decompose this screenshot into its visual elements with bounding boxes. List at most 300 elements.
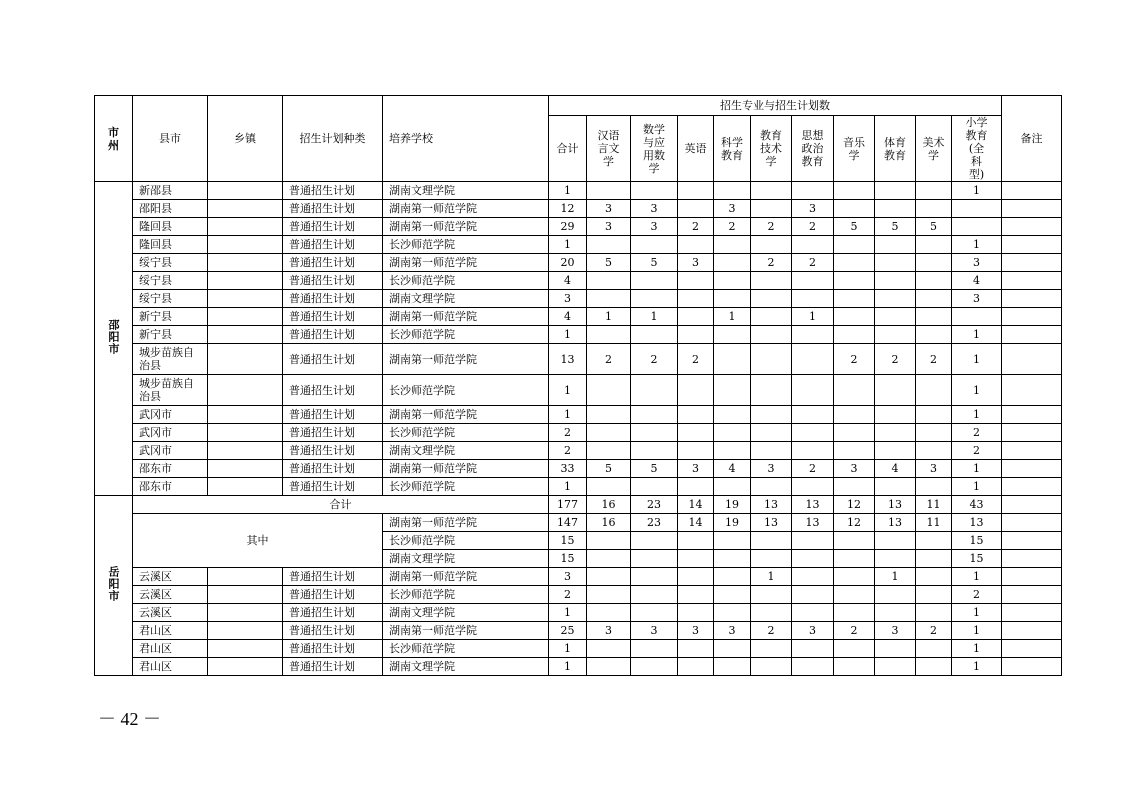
value-cell: [678, 290, 714, 308]
value-cell: 14: [678, 514, 714, 532]
value-cell: 2: [952, 586, 1002, 604]
value-cell: [631, 326, 678, 344]
value-cell: [834, 424, 875, 442]
value-cell: [916, 200, 952, 218]
breakdown-label: 其中: [133, 514, 383, 568]
town-cell: [208, 442, 283, 460]
remark-cell: [1002, 344, 1062, 375]
value-cell: 1: [952, 344, 1002, 375]
value-cell: [792, 550, 834, 568]
value-cell: 3: [631, 622, 678, 640]
value-cell: [631, 442, 678, 460]
value-cell: [678, 272, 714, 290]
plan-type-cell: 普通招生计划: [283, 182, 383, 200]
value-cell: [631, 586, 678, 604]
value-cell: [714, 344, 751, 375]
enrollment-plan-table: [94, 95, 1062, 676]
value-cell: [678, 200, 714, 218]
value-cell: 13: [751, 496, 792, 514]
value-cell: 1: [875, 568, 916, 586]
value-cell: 3: [549, 290, 587, 308]
county-cell: 云溪区: [133, 568, 208, 586]
value-cell: [631, 640, 678, 658]
value-cell: 1: [549, 658, 587, 676]
plan-type-cell: 普通招生计划: [283, 375, 383, 406]
county-cell: 邵东市: [133, 478, 208, 496]
value-cell: [792, 604, 834, 622]
value-cell: 1: [549, 236, 587, 254]
school-cell: 湖南文理学院: [383, 290, 549, 308]
value-cell: 15: [952, 532, 1002, 550]
value-cell: 1: [952, 236, 1002, 254]
value-cell: 13: [792, 514, 834, 532]
county-cell: 新邵县: [133, 182, 208, 200]
value-cell: 5: [631, 254, 678, 272]
value-cell: [916, 236, 952, 254]
county-cell: 武冈市: [133, 406, 208, 424]
value-cell: [834, 568, 875, 586]
value-cell: 1: [549, 182, 587, 200]
value-cell: 13: [751, 514, 792, 532]
value-cell: 12: [834, 496, 875, 514]
value-cell: [751, 272, 792, 290]
town-cell: [208, 375, 283, 406]
table-row: [95, 326, 1062, 344]
value-cell: 1: [631, 308, 678, 326]
value-cell: [714, 550, 751, 568]
table-row: [95, 236, 1062, 254]
town-cell: [208, 478, 283, 496]
value-cell: [714, 326, 751, 344]
value-cell: [714, 442, 751, 460]
value-cell: [631, 604, 678, 622]
value-cell: 4: [549, 308, 587, 326]
town-cell: [208, 344, 283, 375]
table-row: [95, 640, 1062, 658]
town-cell: [208, 568, 283, 586]
town-cell: [208, 272, 283, 290]
value-cell: [875, 182, 916, 200]
value-cell: [631, 406, 678, 424]
value-cell: 3: [714, 200, 751, 218]
value-cell: 2: [751, 218, 792, 236]
value-cell: [751, 532, 792, 550]
value-cell: [751, 375, 792, 406]
value-cell: 3: [587, 622, 631, 640]
school-cell: 长沙师范学院: [383, 586, 549, 604]
value-cell: 2: [678, 344, 714, 375]
value-cell: [751, 658, 792, 676]
value-cell: 3: [916, 460, 952, 478]
value-cell: [751, 550, 792, 568]
value-cell: [751, 424, 792, 442]
plan-type-cell: 普通招生计划: [283, 568, 383, 586]
header-row-1: [95, 96, 1062, 116]
value-cell: [834, 532, 875, 550]
county-cell: 新宁县: [133, 326, 208, 344]
remark-cell: [1002, 442, 1062, 460]
value-cell: [587, 586, 631, 604]
value-cell: [678, 640, 714, 658]
plan-type-cell: 普通招生计划: [283, 658, 383, 676]
school-cell: 湖南第一师范学院: [383, 406, 549, 424]
value-cell: [678, 326, 714, 344]
value-cell: 2: [952, 442, 1002, 460]
value-cell: [792, 182, 834, 200]
table-row: [95, 460, 1062, 478]
value-cell: [587, 406, 631, 424]
value-cell: [751, 326, 792, 344]
value-cell: [834, 478, 875, 496]
remark-cell: [1002, 478, 1062, 496]
value-cell: 5: [631, 460, 678, 478]
school-cell: 长沙师范学院: [383, 272, 549, 290]
header-major: 教育技术学: [751, 116, 792, 182]
value-cell: [875, 442, 916, 460]
value-cell: 3: [549, 568, 587, 586]
value-cell: 2: [751, 254, 792, 272]
value-cell: [678, 532, 714, 550]
value-cell: [916, 272, 952, 290]
plan-type-cell: 普通招生计划: [283, 586, 383, 604]
header-major: 英语: [678, 116, 714, 182]
value-cell: [678, 424, 714, 442]
town-cell: [208, 254, 283, 272]
value-cell: [714, 290, 751, 308]
value-cell: 16: [587, 496, 631, 514]
value-cell: [587, 478, 631, 496]
value-cell: 33: [549, 460, 587, 478]
value-cell: [714, 272, 751, 290]
value-cell: [834, 442, 875, 460]
value-cell: [792, 442, 834, 460]
town-cell: [208, 182, 283, 200]
header-town: 乡镇: [208, 96, 283, 182]
school-cell: 长沙师范学院: [383, 532, 549, 550]
value-cell: [834, 604, 875, 622]
table-row: [95, 568, 1062, 586]
remark-cell: [1002, 424, 1062, 442]
value-cell: [952, 200, 1002, 218]
school-cell: 长沙师范学院: [383, 478, 549, 496]
header-major: 体育教育: [875, 116, 916, 182]
value-cell: 3: [714, 622, 751, 640]
county-cell: 城步苗族自治县: [133, 344, 208, 375]
school-cell: 湖南文理学院: [383, 658, 549, 676]
value-cell: 1: [549, 375, 587, 406]
value-cell: 1: [792, 308, 834, 326]
value-cell: 1: [952, 658, 1002, 676]
town-cell: [208, 640, 283, 658]
value-cell: [875, 604, 916, 622]
remark-cell: [1002, 514, 1062, 532]
remark-cell: [1002, 640, 1062, 658]
remark-cell: [1002, 375, 1062, 406]
value-cell: 1: [952, 640, 1002, 658]
remark-cell: [1002, 658, 1062, 676]
value-cell: 2: [916, 344, 952, 375]
table-row: [95, 344, 1062, 375]
county-cell: 城步苗族自治县: [133, 375, 208, 406]
value-cell: 1: [587, 308, 631, 326]
town-cell: [208, 604, 283, 622]
table-row: [95, 375, 1062, 406]
value-cell: 1: [549, 326, 587, 344]
value-cell: 1: [952, 460, 1002, 478]
remark-cell: [1002, 254, 1062, 272]
value-cell: [792, 236, 834, 254]
value-cell: [751, 182, 792, 200]
value-cell: [792, 478, 834, 496]
value-cell: [834, 272, 875, 290]
remark-cell: [1002, 586, 1062, 604]
value-cell: [751, 586, 792, 604]
county-cell: 武冈市: [133, 424, 208, 442]
plan-type-cell: 普通招生计划: [283, 254, 383, 272]
header-remark: 备注: [1002, 96, 1062, 182]
value-cell: [916, 290, 952, 308]
value-cell: [678, 442, 714, 460]
table-row: [95, 272, 1062, 290]
value-cell: 13: [875, 496, 916, 514]
value-cell: 3: [792, 200, 834, 218]
school-cell: 长沙师范学院: [383, 375, 549, 406]
value-cell: [587, 604, 631, 622]
value-cell: 2: [549, 442, 587, 460]
value-cell: [834, 375, 875, 406]
value-cell: [875, 424, 916, 442]
plan-type-cell: 普通招生计划: [283, 640, 383, 658]
value-cell: 4: [875, 460, 916, 478]
value-cell: [875, 236, 916, 254]
town-cell: [208, 586, 283, 604]
value-cell: [678, 658, 714, 676]
value-cell: 12: [834, 514, 875, 532]
value-cell: [834, 290, 875, 308]
value-cell: 1: [952, 622, 1002, 640]
remark-cell: [1002, 496, 1062, 514]
value-cell: [631, 532, 678, 550]
value-cell: [678, 568, 714, 586]
value-cell: [714, 424, 751, 442]
value-cell: [631, 550, 678, 568]
table-row: [95, 622, 1062, 640]
value-cell: [714, 640, 751, 658]
value-cell: [916, 182, 952, 200]
value-cell: [875, 658, 916, 676]
plan-type-cell: 普通招生计划: [283, 218, 383, 236]
remark-cell: [1002, 272, 1062, 290]
table-body: [95, 96, 1062, 676]
value-cell: 13: [875, 514, 916, 532]
value-cell: 16: [587, 514, 631, 532]
value-cell: [631, 182, 678, 200]
value-cell: 1: [549, 604, 587, 622]
plan-type-cell: 普通招生计划: [283, 290, 383, 308]
value-cell: 2: [714, 218, 751, 236]
school-cell: 湖南第一师范学院: [383, 622, 549, 640]
header-major: 汉语言文学: [587, 116, 631, 182]
value-cell: [875, 200, 916, 218]
value-cell: 2: [916, 622, 952, 640]
value-cell: [834, 550, 875, 568]
value-cell: [587, 442, 631, 460]
value-cell: [714, 406, 751, 424]
remark-cell: [1002, 550, 1062, 568]
value-cell: 2: [587, 344, 631, 375]
header-majors-group: 招生专业与招生计划数: [549, 96, 1002, 116]
value-cell: 2: [549, 586, 587, 604]
value-cell: 1: [952, 568, 1002, 586]
value-cell: 13: [792, 496, 834, 514]
value-cell: [678, 478, 714, 496]
value-cell: [916, 308, 952, 326]
value-cell: [714, 236, 751, 254]
value-cell: [678, 550, 714, 568]
value-cell: [792, 375, 834, 406]
school-cell: 湖南第一师范学院: [383, 460, 549, 478]
breakdown-row: [95, 514, 1062, 532]
value-cell: [792, 658, 834, 676]
value-cell: 3: [678, 622, 714, 640]
town-cell: [208, 200, 283, 218]
county-cell: 隆回县: [133, 218, 208, 236]
value-cell: [714, 604, 751, 622]
value-cell: 2: [631, 344, 678, 375]
value-cell: 2: [952, 424, 1002, 442]
value-cell: [952, 308, 1002, 326]
header-major: 数学与应用数学: [631, 116, 678, 182]
value-cell: [678, 604, 714, 622]
value-cell: [834, 200, 875, 218]
value-cell: [631, 658, 678, 676]
value-cell: [751, 308, 792, 326]
value-cell: 43: [952, 496, 1002, 514]
table-row: [95, 200, 1062, 218]
value-cell: [587, 658, 631, 676]
value-cell: 1: [714, 308, 751, 326]
value-cell: 2: [834, 344, 875, 375]
value-cell: 20: [549, 254, 587, 272]
value-cell: [916, 586, 952, 604]
value-cell: [751, 478, 792, 496]
town-cell: [208, 326, 283, 344]
value-cell: [751, 344, 792, 375]
value-cell: [916, 658, 952, 676]
value-cell: [916, 442, 952, 460]
value-cell: 11: [916, 514, 952, 532]
value-cell: [875, 586, 916, 604]
value-cell: 1: [952, 326, 1002, 344]
value-cell: 3: [875, 622, 916, 640]
value-cell: 1: [549, 406, 587, 424]
value-cell: [678, 406, 714, 424]
remark-cell: [1002, 218, 1062, 236]
county-cell: 武冈市: [133, 442, 208, 460]
value-cell: [792, 532, 834, 550]
value-cell: [751, 406, 792, 424]
school-cell: 长沙师范学院: [383, 640, 549, 658]
value-cell: 1: [549, 640, 587, 658]
value-cell: 19: [714, 514, 751, 532]
value-cell: [875, 640, 916, 658]
value-cell: [792, 406, 834, 424]
value-cell: 3: [834, 460, 875, 478]
value-cell: 29: [549, 218, 587, 236]
value-cell: [834, 586, 875, 604]
header-school: 培养学校: [383, 96, 549, 182]
value-cell: 13: [952, 514, 1002, 532]
value-cell: [587, 550, 631, 568]
value-cell: [792, 568, 834, 586]
value-cell: 2: [549, 424, 587, 442]
value-cell: [751, 200, 792, 218]
value-cell: [678, 308, 714, 326]
value-cell: [916, 326, 952, 344]
table-row: [95, 290, 1062, 308]
value-cell: 147: [549, 514, 587, 532]
value-cell: 2: [792, 254, 834, 272]
value-cell: 13: [549, 344, 587, 375]
table-row: [95, 308, 1062, 326]
school-cell: 湖南第一师范学院: [383, 254, 549, 272]
value-cell: 2: [834, 622, 875, 640]
value-cell: 3: [792, 622, 834, 640]
county-cell: 君山区: [133, 640, 208, 658]
town-cell: [208, 424, 283, 442]
value-cell: [916, 375, 952, 406]
school-cell: 湖南文理学院: [383, 550, 549, 568]
value-cell: 1: [952, 478, 1002, 496]
county-cell: 君山区: [133, 622, 208, 640]
value-cell: 23: [631, 514, 678, 532]
value-cell: [587, 424, 631, 442]
city-cell: 邵阳市: [95, 182, 133, 496]
value-cell: 23: [631, 496, 678, 514]
town-cell: [208, 460, 283, 478]
county-cell: 隆回县: [133, 236, 208, 254]
value-cell: 1: [952, 375, 1002, 406]
value-cell: 3: [952, 254, 1002, 272]
value-cell: [916, 424, 952, 442]
value-cell: [714, 375, 751, 406]
county-cell: 云溪区: [133, 586, 208, 604]
value-cell: [751, 442, 792, 460]
plan-type-cell: 普通招生计划: [283, 478, 383, 496]
value-cell: [631, 375, 678, 406]
value-cell: [678, 586, 714, 604]
value-cell: 3: [678, 460, 714, 478]
total-label: 合计: [133, 496, 549, 514]
value-cell: [587, 326, 631, 344]
plan-type-cell: 普通招生计划: [283, 272, 383, 290]
county-cell: 绥宁县: [133, 272, 208, 290]
value-cell: [792, 344, 834, 375]
table-row: [95, 442, 1062, 460]
value-cell: [631, 236, 678, 254]
value-cell: 1: [549, 478, 587, 496]
value-cell: [834, 326, 875, 344]
value-cell: 4: [549, 272, 587, 290]
plan-type-cell: 普通招生计划: [283, 604, 383, 622]
county-cell: 绥宁县: [133, 290, 208, 308]
value-cell: [834, 254, 875, 272]
school-cell: 湖南第一师范学院: [383, 200, 549, 218]
header-major: 音乐学: [834, 116, 875, 182]
value-cell: 2: [751, 622, 792, 640]
county-cell: 云溪区: [133, 604, 208, 622]
value-cell: [714, 182, 751, 200]
